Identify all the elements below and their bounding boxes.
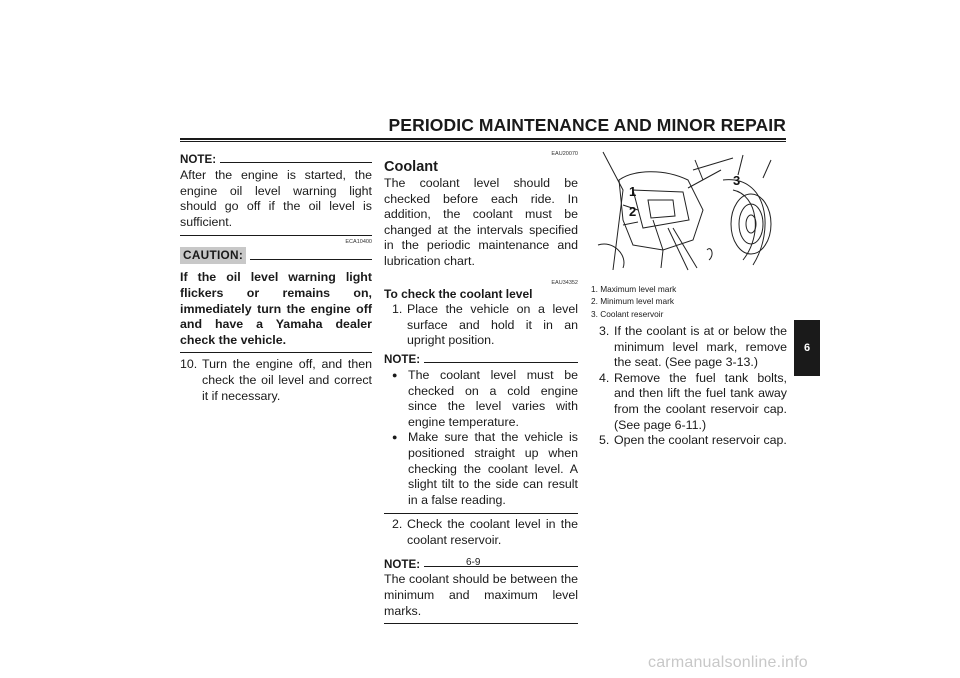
note-heading: NOTE:: [180, 152, 372, 168]
step-4: 4. Remove the fuel tank bolts, and then lift the fuel tank away from the coolant reservoir cap. (See page 6-11.): [599, 370, 787, 432]
step-1: 1. Place the vehicle on a level surface and hold it in an upright position.: [392, 302, 578, 348]
header-rule: [180, 138, 786, 140]
subsection-code: EAU34352: [551, 279, 578, 286]
caution-heading: [180, 246, 372, 264]
column-right: [591, 150, 787, 449]
note-end-rule: [180, 235, 372, 236]
caution-text: If the oil level warning light flickers or remains on, immediately turn the engine off and have a Yamaha dealer check the vehicle.: [180, 270, 372, 347]
note-end-rule: [384, 623, 578, 624]
caution-label: CAUTION:: [180, 247, 246, 265]
caution-end-rule: [180, 352, 372, 353]
figure-label-3: 3: [733, 173, 741, 188]
step-5: 5. Open the coolant reservoir cap.: [599, 433, 787, 448]
column-middle: [384, 150, 578, 624]
caption: 3. Coolant reservoir: [591, 308, 664, 319]
header-rule-thin: [180, 141, 786, 142]
bullet-icon: ●: [392, 432, 398, 443]
figure-label-1: 1: [629, 184, 637, 199]
note-bullet: ● The coolant level must be checked on a cold engine since the level varies with engine temperature.: [392, 367, 578, 429]
note-heading: NOTE:: [384, 352, 578, 368]
section-code: EAU20070: [551, 151, 578, 157]
caption: 2. Minimum level mark: [591, 296, 674, 307]
coolant-reservoir-figure: [593, 150, 779, 274]
figure-captions: [591, 283, 787, 321]
step-10: 10. Turn the engine off, and then check the oil level and correct it if necessary.: [180, 357, 372, 403]
page-number: 6-9: [466, 557, 481, 568]
step-2: 2. Check the coolant level in the coolant reservoir.: [392, 517, 578, 547]
bullet-icon: ●: [392, 369, 398, 380]
column-left: [180, 152, 372, 404]
page-title: PERIODIC MAINTENANCE AND MINOR REPAIR: [388, 115, 786, 135]
watermark: carmanualsonline.info: [648, 654, 808, 671]
note-bullet: ● Make sure that the vehicle is positioned straight up when checking the coolant level. A slight tilt to the side can result in a false reading.: [392, 430, 578, 507]
subsection-title: To check the coolant level: [384, 286, 533, 301]
chapter-tab: 6: [794, 320, 820, 376]
note-text: After the engine is started, the engine oil level warning light should go off if the oil level is sufficient.: [180, 168, 372, 229]
note-heading: NOTE:: [384, 556, 578, 572]
caption: 1. Maximum level mark: [591, 283, 677, 294]
coolant-intro: The coolant level should be checked before each ride. In addition, the coolant must be changed at the intervals specified in the periodic maintenance and lubrication chart.: [384, 176, 578, 268]
step-3: 3. If the coolant is at or below the minimum level mark, remove the seat. (See page 3-13.): [599, 324, 787, 370]
note-end-rule: [384, 513, 578, 514]
section-title-coolant: Coolant: [384, 159, 438, 175]
note-text: The coolant should be between the minimum and maximum level marks.: [384, 572, 578, 618]
caution-code: ECA10400: [345, 239, 372, 246]
figure-label-2: 2: [629, 204, 637, 219]
